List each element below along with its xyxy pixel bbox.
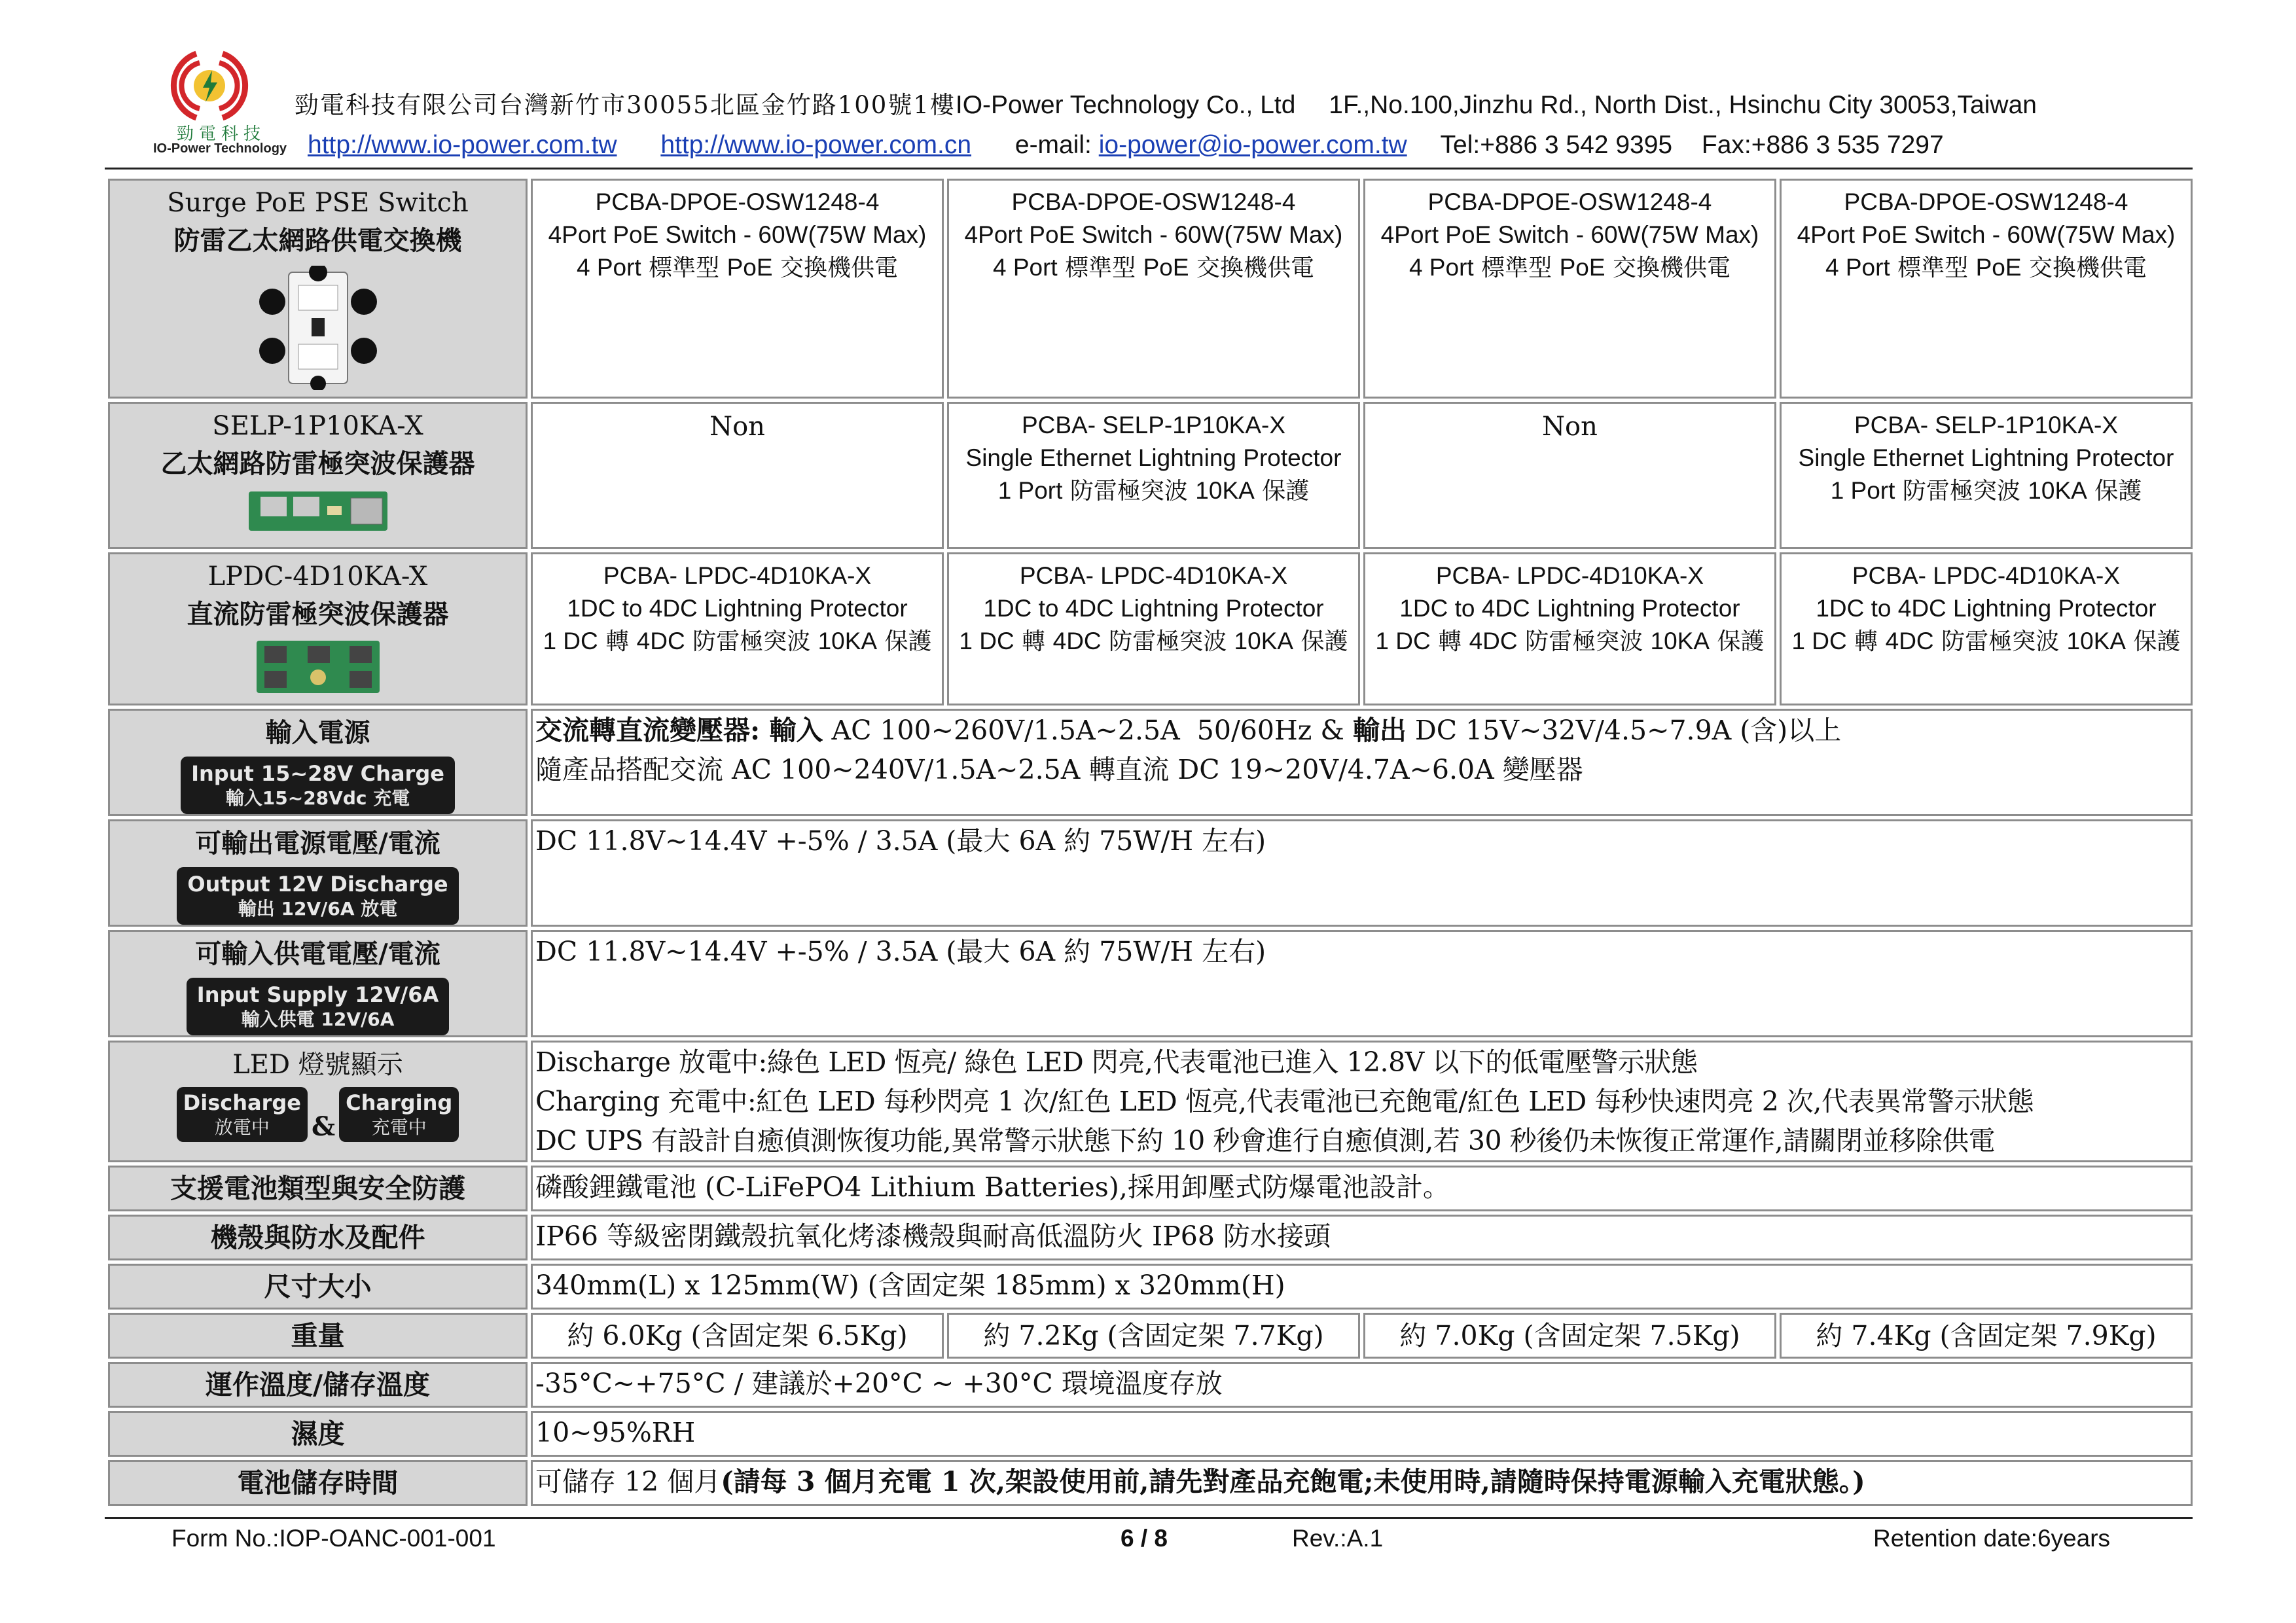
non-text: Non [1542,412,1598,442]
temperature-value: -35°C~+75°C / 建議於+20°C ~ +30°C 環境溫度存放 [531,1362,2193,1408]
fax: Fax:+886 3 535 7297 [1701,131,1944,159]
row-label-lpdc [108,552,528,705]
model-desc-cn [1365,251,1774,285]
text: 1 Port [1830,477,1895,504]
row-label-selp [108,402,528,549]
switch-cell-1 [531,179,944,399]
text: 4 Port [992,254,1058,281]
row-label-output-power [108,819,528,927]
text: 輸出 [1352,715,1407,746]
model-desc: 4Port PoE Switch - 60W(75W Max) [548,221,927,248]
company-line [295,85,2037,120]
header-divider [105,168,2193,169]
row-label-input-power [108,709,528,816]
text: PoE [1143,254,1189,281]
email-link[interactable]: io-power@io-power.com.tw [1098,131,1407,159]
text: 4DC [1885,628,1934,654]
humidity-value: 10~95%RH [531,1411,2193,1457]
table-row-weight [108,1313,2193,1359]
text: 4 Port [1408,254,1474,281]
model-desc-cn [1782,251,2191,285]
model-desc: 4Port PoE Switch - 60W(75W Max) [1380,221,1759,248]
text: 1 Port [997,477,1063,504]
row-label-weight: 重量 [108,1313,528,1359]
model-desc: 1DC to 4DC Lightning Protector [983,595,1324,622]
logo-english-text: IO-Power Technology [152,141,287,156]
led-line-3: DC UPS 有設計自癒偵測恢復功能,異常警示狀態下約 10 秒會進行自癒偵測,若 30 秒後仍未恢復正常運作,請關閉並移除供電 [535,1125,1996,1156]
model-desc-cn [533,625,942,658]
text: PoE [1975,254,2022,281]
badge-text-en: Input Supply 12V/6A [196,982,439,1007]
telephone: Tel:+886 3 542 9395 [1440,131,1673,159]
switch-cell-2 [947,179,1360,399]
row-label-supply-power [108,930,528,1037]
model-desc-cn [1782,474,2191,508]
badge-text-cn: 放電中 [214,1116,270,1138]
lpdc-cell-3 [1363,552,1776,705]
model-name: PCBA- SELP-1P10KA-X [1021,412,1285,438]
text: 標準型 [1890,255,1976,281]
text: 轉 [1014,628,1053,655]
text: 10KA [817,628,878,654]
text: 4 Port [576,254,641,281]
model-desc: 4Port PoE Switch - 60W(75W Max) [964,221,1343,248]
badge-text-cn: 輸入供電 12V/6A [241,1008,395,1030]
model-desc-cn [533,251,942,285]
model-desc: 1DC to 4DC Lightning Protector [567,595,908,622]
revision: Rev.:A.1 [1292,1525,1384,1552]
table-row-selp [108,402,2193,549]
text: 交換機供電 [1189,255,1314,281]
text: AC 100~260V/1.5A~2.5A 50/60Hz & [823,715,1353,746]
text: 4DC [636,628,685,654]
text: 保護 [1293,628,1348,655]
text: 1 DC [1791,628,1847,654]
discharge-badge [177,1087,308,1142]
selp-cell-2 [947,402,1360,549]
page-header [98,39,2206,170]
text: 交流轉直流變壓器: 輸入 [535,715,823,746]
model-desc: Single Ethernet Lightning Protector [1798,444,2174,471]
text: DC 15V~32V/4.5~7.9A (含)以上 [1406,715,1842,746]
non-text: Non [709,412,765,442]
ampersand: & [311,1111,336,1142]
row-label-en: SELP-1P10KA-X [212,411,423,441]
lpdc-cell-4 [1780,552,2193,705]
row-label-battery: 支援電池類型與安全防護 [108,1166,528,1211]
text: 4 Port [1825,254,1890,281]
text: PoE [726,254,773,281]
badge-text-en: Output 12V Discharge [187,872,448,897]
model-desc-cn [1365,625,1774,658]
storage-value [531,1460,2193,1506]
logo-chinese-text: 勁電科技 [176,124,266,144]
text: 防雷極突波 [1062,478,1196,505]
company-address-en: 1F.,No.100,Jinzhu Rd., North Dist., Hsinchu City 30053,Taiwan [1329,91,2037,119]
table-row-size [108,1264,2193,1310]
model-name: PCBA-DPOE-OSW1248-4 [1844,188,2128,215]
model-desc: 4Port PoE Switch - 60W(75W Max) [1797,221,2176,248]
model-desc-cn [1782,625,2191,658]
led-line-2: Charging 充電中:紅色 LED 每秒閃亮 1 次/紅色 LED 恆亮,代表電池已充飽電/紅色 LED 每秒快速閃亮 2 次,代表異常警示狀態 [535,1086,2034,1117]
selp-cell-1 [531,402,944,549]
table-row-output-power [108,819,2193,927]
table-row-switch [108,179,2193,399]
text: 交換機供電 [772,255,898,281]
model-desc-cn [949,625,1358,658]
text: 4DC [1052,628,1102,654]
input-power-line-2: 隨產品搭配交流 AC 100~240V/1.5A~2.5A 轉直流 DC 19~20V/4.7A~6.0A 變壓器 [535,754,1583,785]
text: 轉 [1846,628,1886,655]
selp-cell-3 [1363,402,1776,549]
model-name: PCBA-DPOE-OSW1248-4 [1427,188,1712,215]
input-supply-badge [187,978,449,1035]
text: 保護 [1254,478,1310,505]
table-row-input-power [108,709,2193,816]
text: 1 DC [543,628,598,654]
badge-text-en: Discharge [183,1090,301,1115]
text: 可儲存 12 個月 [535,1466,721,1497]
text: 保護 [877,628,932,655]
model-desc: 1DC to 4DC Lightning Protector [1816,595,2157,622]
row-label-humidity: 濕度 [108,1411,528,1457]
model-name: PCBA- LPDC-4D10KA-X [1852,562,2121,589]
text: 4DC [1469,628,1518,654]
row-label-en: Surge PoE PSE Switch [167,188,469,218]
company-name-cn: 勁電科技有限公司台灣新竹市30055北區金竹路100號1樓 [295,91,956,119]
table-row-storage [108,1460,2193,1506]
logo-emblem-icon [164,47,255,124]
output-discharge-badge [177,867,458,925]
switch-cell-4 [1780,179,2193,399]
table-row-led [108,1041,2193,1162]
text: 1 DC [1375,628,1431,654]
model-desc: 1DC to 4DC Lightning Protector [1399,595,1740,622]
switch-cell-3 [1363,179,1776,399]
row-label-storage: 電池儲存時間 [108,1460,528,1506]
company-name-en: IO-Power Technology Co., Ltd [955,91,1296,119]
model-name: PCBA- LPDC-4D10KA-X [603,562,872,589]
model-name: PCBA- LPDC-4D10KA-X [1019,562,1288,589]
contact-line [308,131,1944,160]
text: 保護 [2087,478,2142,505]
text: 交換機供電 [2021,255,2147,281]
charging-badge [339,1087,459,1142]
led-badges [110,1083,526,1142]
model-desc: Single Ethernet Lightning Protector [965,444,1342,471]
row-label-switch [108,179,528,399]
model-name: PCBA-DPOE-OSW1248-4 [1011,188,1296,215]
size-value: 340mm(L) x 125mm(W) (含固定架 185mm) x 320mm(H) [531,1264,2193,1310]
weight-cell-2: 約 7.2Kg (含固定架 7.7Kg) [947,1313,1360,1359]
company-logo [137,47,287,165]
row-label-temperature: 運作溫度/儲存溫度 [108,1362,528,1408]
text: 10KA [2028,477,2087,504]
text: 防雷極突波 [1895,478,2028,505]
table-row-supply-power [108,930,2193,1037]
footer-divider [105,1517,2193,1519]
input-charge-badge [181,757,455,814]
selp-cell-4 [1780,402,2193,549]
table-row-battery [108,1166,2193,1211]
model-name: PCBA- LPDC-4D10KA-X [1435,562,1704,589]
form-number: Form No.:IOP-OANC-001-001 [171,1525,496,1552]
table-row-housing [108,1215,2193,1260]
text: 保護 [2126,628,2181,655]
website-tw-link[interactable]: http://www.io-power.com.tw [308,131,617,159]
badge-text-cn: 充電中 [371,1116,427,1138]
row-label: 可輸入供電電壓/電流 [195,938,440,969]
input-power-line-1 [535,711,2191,750]
row-label-size: 尺寸大小 [108,1264,528,1310]
text: 標準型 [1473,255,1560,281]
table-row-temperature [108,1362,2193,1408]
table-row-lpdc [108,552,2193,705]
text: 標準型 [1057,255,1143,281]
battery-value: 磷酸鋰鐵電池 (C-LiFePO4 Lithium Batteries),採用卸壓式防爆電池設計。 [531,1166,2193,1211]
row-label-cn: 直流防雷極突波保護器 [187,599,449,630]
led-line-1: Discharge 放電中:綠色 LED 恆亮/ 綠色 LED 閃亮,代表電池已進入 12.8V 以下的低電壓警示狀態 [535,1046,1698,1078]
output-power-value: DC 11.8V~14.4V +-5% / 3.5A (最大 6A 約 75W/H 左右) [531,819,2193,927]
model-name: PCBA- SELP-1P10KA-X [1854,412,2118,438]
supply-power-value: DC 11.8V~14.4V +-5% / 3.5A (最大 6A 約 75W/H 左右) [531,930,2193,1037]
row-label-led [108,1041,528,1162]
model-desc-cn [949,251,1358,285]
row-label: LED 燈號顯示 [232,1050,403,1080]
row-label: 輸入電源 [265,717,370,748]
row-label-en: LPDC-4D10KA-X [207,562,428,592]
page-number: 6 / 8 [1121,1525,1168,1552]
table-row-humidity [108,1411,2193,1457]
weight-cell-1: 約 6.0Kg (含固定架 6.5Kg) [531,1313,944,1359]
text: 防雷極突波 [1517,628,1651,655]
ethernet-protector-image [246,488,390,535]
retention-date: Retention date:6years [1873,1525,2111,1552]
input-power-value [531,709,2193,816]
text: 防雷極突波 [1101,628,1234,655]
row-label-housing: 機殼與防水及配件 [108,1215,528,1260]
model-desc-cn [949,474,1358,508]
model-name: PCBA-DPOE-OSW1248-4 [595,188,880,215]
email-label: e-mail: [1014,131,1092,159]
weight-cell-4: 約 7.4Kg (含固定架 7.9Kg) [1780,1313,2193,1359]
row-label-cn: 乙太網路防雷極突波保護器 [160,448,475,479]
text: 10KA [2066,628,2126,654]
website-cn-link[interactable]: http://www.io-power.com.cn [660,131,972,159]
text: 10KA [1234,628,1294,654]
row-label: 可輸出電源電壓/電流 [195,828,440,859]
row-label-cn: 防雷乙太網路供電交換機 [173,225,462,256]
badge-text-cn: 輸入15~28Vdc 充電 [225,787,410,809]
weight-cell-3: 約 7.0Kg (含固定架 7.5Kg) [1363,1313,1776,1359]
text: 保護 [1710,628,1765,655]
text: PoE [1559,254,1605,281]
text: 轉 [1430,628,1469,655]
text: 防雷極突波 [685,628,818,655]
badge-text-cn: 輸出 12V/6A 放電 [238,898,398,919]
led-value [531,1041,2193,1162]
text: (請每 3 個月充電 1 次,架設使用前,請先對產品充飽電;未使用時,請隨時保持電源輸入充電狀態。) [721,1466,1865,1497]
text: 10KA [1195,477,1255,504]
lpdc-cell-1 [531,552,944,705]
text: 10KA [1650,628,1710,654]
housing-value: IP66 等級密閉鐵殼抗氧化烤漆機殼與耐高低溫防火 IP68 防水接頭 [531,1215,2193,1260]
text: 防雷極突波 [1933,628,2067,655]
dc-protector-image [253,637,384,697]
text: 交換機供電 [1605,255,1731,281]
badge-text-en: Input 15~28V Charge [191,761,444,786]
text: 標準型 [641,255,727,281]
text: 轉 [598,628,637,655]
text: 1 DC [959,628,1014,654]
lpdc-cell-2 [947,552,1360,705]
badge-text-en: Charging [346,1090,453,1115]
spec-table [105,175,2196,1509]
poe-switch-image [253,266,384,390]
